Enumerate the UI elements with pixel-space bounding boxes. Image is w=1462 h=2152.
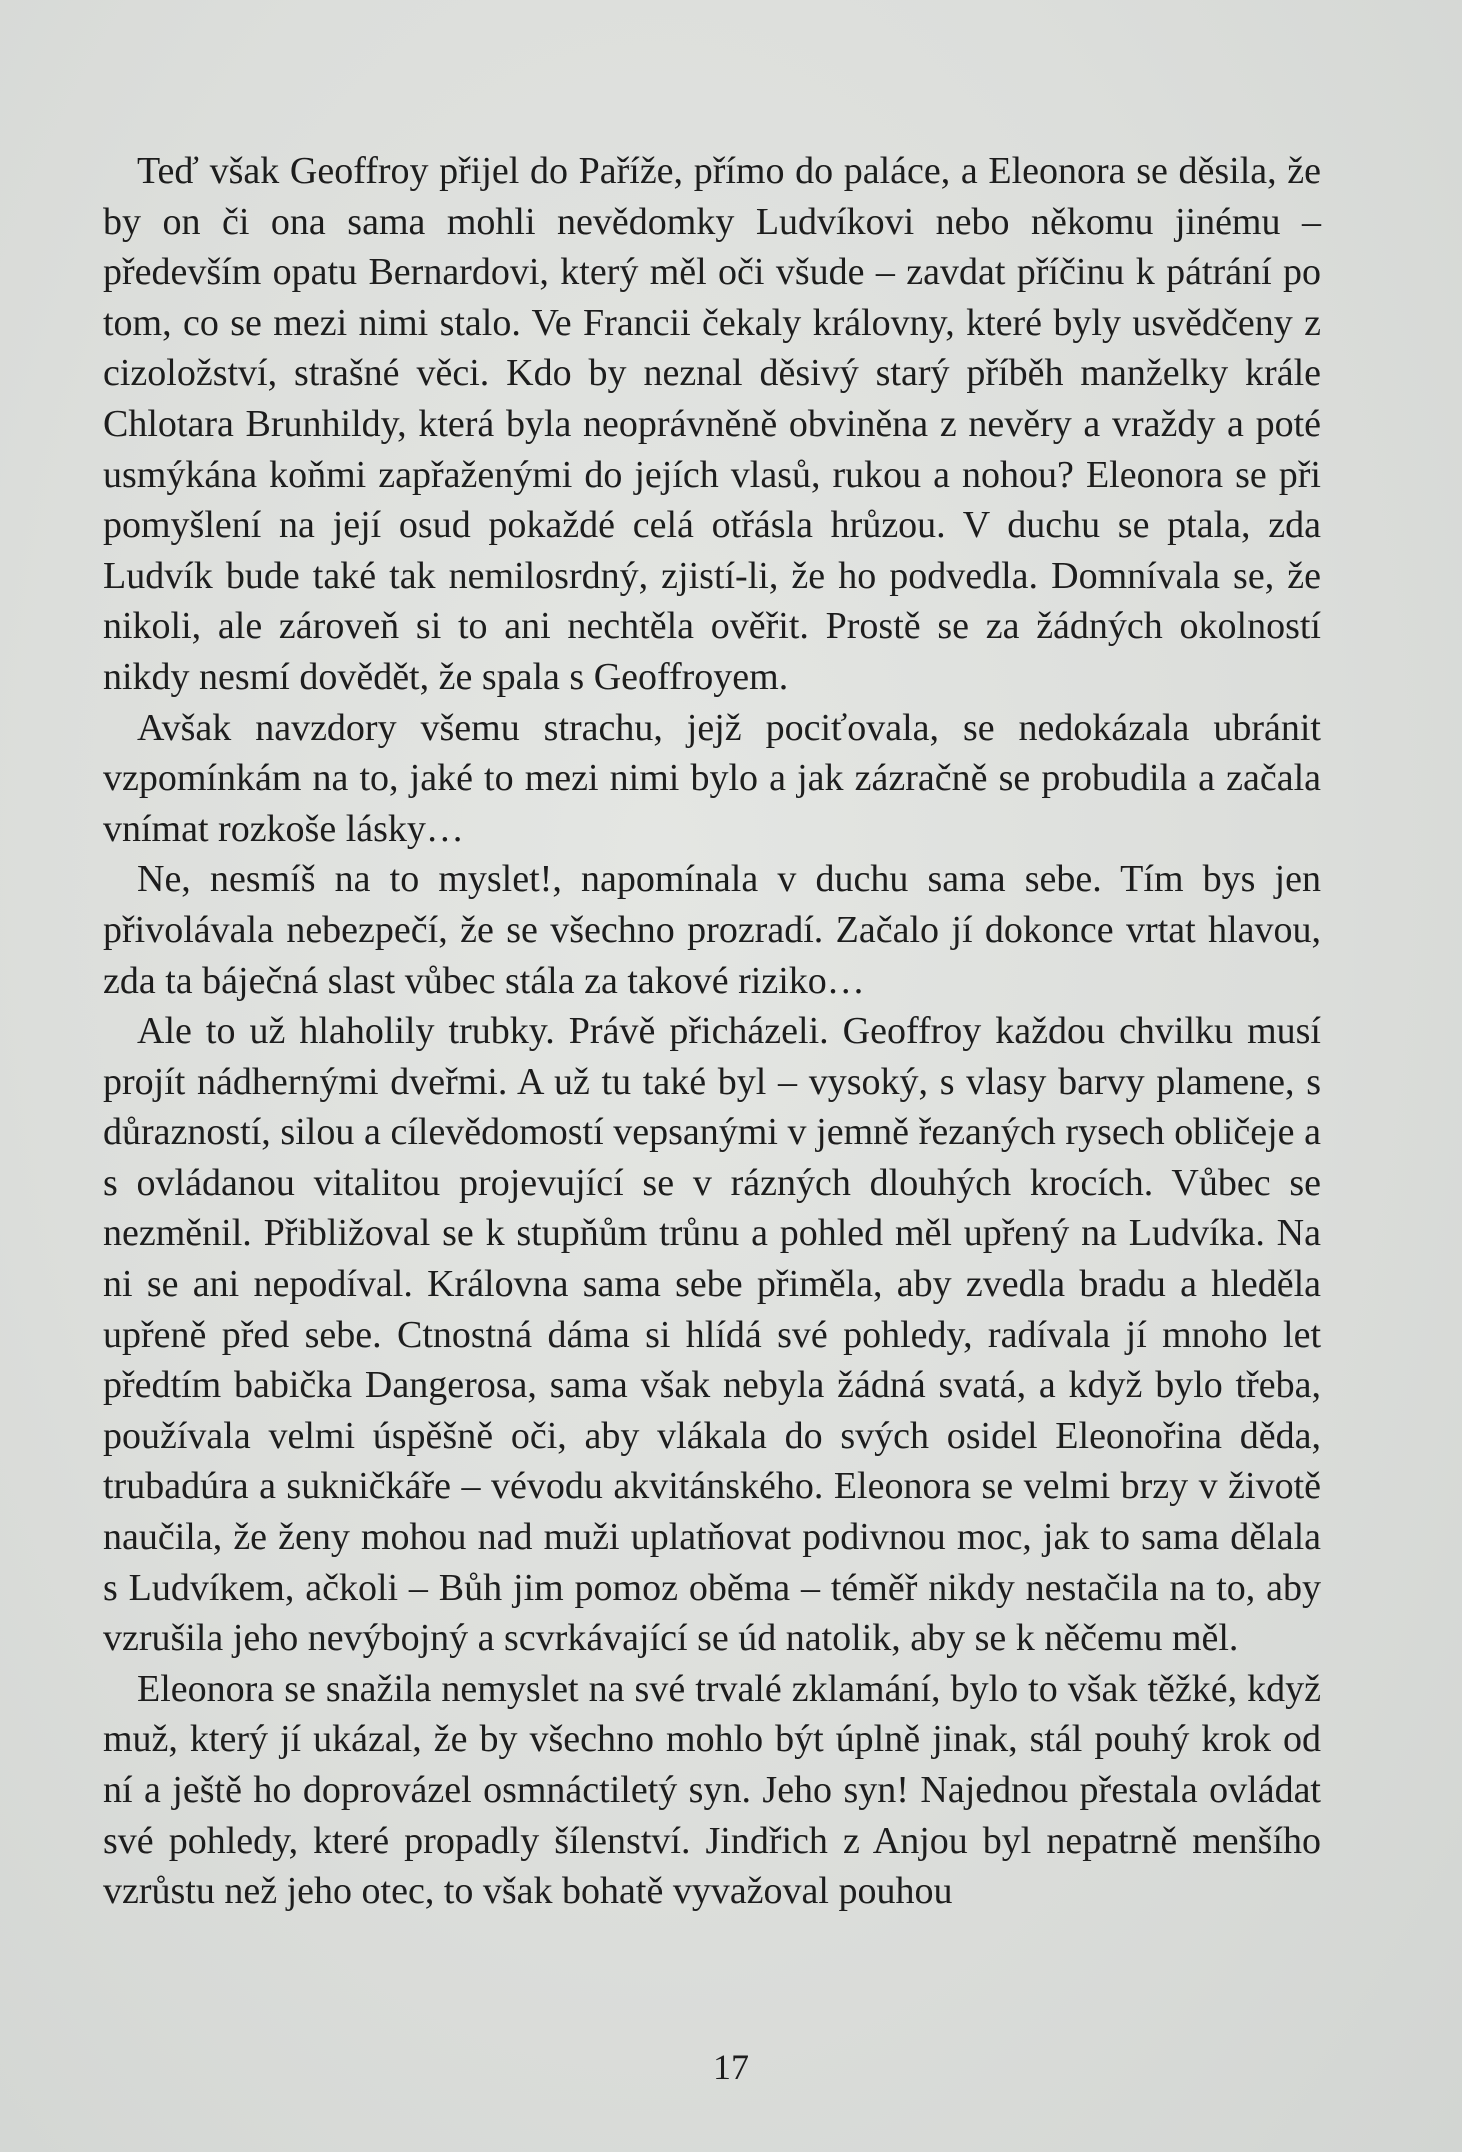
page-number: 17 [713, 2047, 749, 2087]
paragraph: Avšak navzdory všemu strachu, jejž pociťovala, se nedokázala ubránit vzpomínkám na to, jaké to mezi nimi bylo a jak zázračně se probudila a začala vnímat rozkoše lásky… [103, 706, 1321, 850]
paragraph: Eleonora se snažila nemyslet na své trvalé zklamání, bylo to však těžké, když muž, který jí ukázal, že by všechno mohlo být úplně jinak, stál pouhý krok od ní a ještě ho doprovázel osmnáctiletý syn. Jeho syn! Najednou přestala ovládat své pohledy, které propadly šílenství. Jindřich z Anjou byl nepatrně menšího vzrůstu než jeho otec, to však bohatě vyvažoval pouhou [103, 1667, 1321, 1913]
paragraph: Ne, nesmíš na to myslet!, napomínala v duchu sama sebe. Tím bys jen přivolávala nebezpečí, že se všechno prozradí. Začalo jí dokonce vrtat hlavou, zda ta báječná slast vůbec stála za takové riziko… [103, 858, 1321, 1002]
body-text [103, 146, 1321, 1917]
paragraph: Teď však Geoffroy přijel do Paříže, přímo do paláce, a Eleonora se děsila, že by on či ona sama mohli nevědomky Ludvíkovi nebo někomu jinému – především opatu Bernardovi, který měl oči všude – zavdat příčinu k pátrání po tom, co se mezi nimi stalo. Ve Francii čekaly královny, které byly usvědčeny z cizoložství, strašné věci. Kdo by neznal děsivý starý příběh manželky krále Chlotara Brunhildy, která byla neoprávněně obviněna z nevěry a vraždy a poté usmýkána koňmi zapřaženými do jejích vlasů, rukou a nohou? Eleonora se při pomyšlení na její osud pokaždé celá otřásla hrůzou. V duchu se ptala, zda Ludvík bude také tak nemilosrdný, zjistí-li, že ho podvedla. Domnívala se, že nikoli, ale zároveň si to ani nechtěla ověřit. Prostě se za žádných okolností nikdy nesmí dovědět, že spala s Geoffroyem. [103, 150, 1321, 698]
paragraph: Ale to už hlaholily trubky. Právě přicházeli. Geoffroy každou chvilku musí projít nádhernými dveřmi. A už tu také byl – vysoký, s vlasy barvy plamene, s důrazností, silou a cílevědomostí vepsanými v jemně řezaných rysech obličeje a s ovládanou vitalitou projevující se v rázných dlouhých krocích. Vůbec se nezměnil. Přibližoval se k stupňům trůnu a pohled měl upřený na Ludvíka. Na ni se ani nepodíval. Královna sama sebe přiměla, aby zvedla bradu a hleděla upřeně před sebe. Ctnostná dáma si hlídá své pohledy, radívala jí mnoho let předtím babička Dangerosa, sama však nebyla žádná svatá, a když bylo třeba, používala velmi úspěšně oči, aby vlákala do svých osidel Eleonořina děda, trubadúra a sukničkáře – vévodu akvitánského. Eleonora se velmi brzy v životě naučila, že ženy mohou nad muži uplatňovat podivnou moc, jak to sama dělala s Ludvíkem, ačkoli – Bůh jim pomoz oběma – téměř nikdy nestačila na to, aby vzrušila jeho nevýbojný a scvrkávající se úd natolik, aby se k něčemu měl. [103, 1010, 1321, 1660]
